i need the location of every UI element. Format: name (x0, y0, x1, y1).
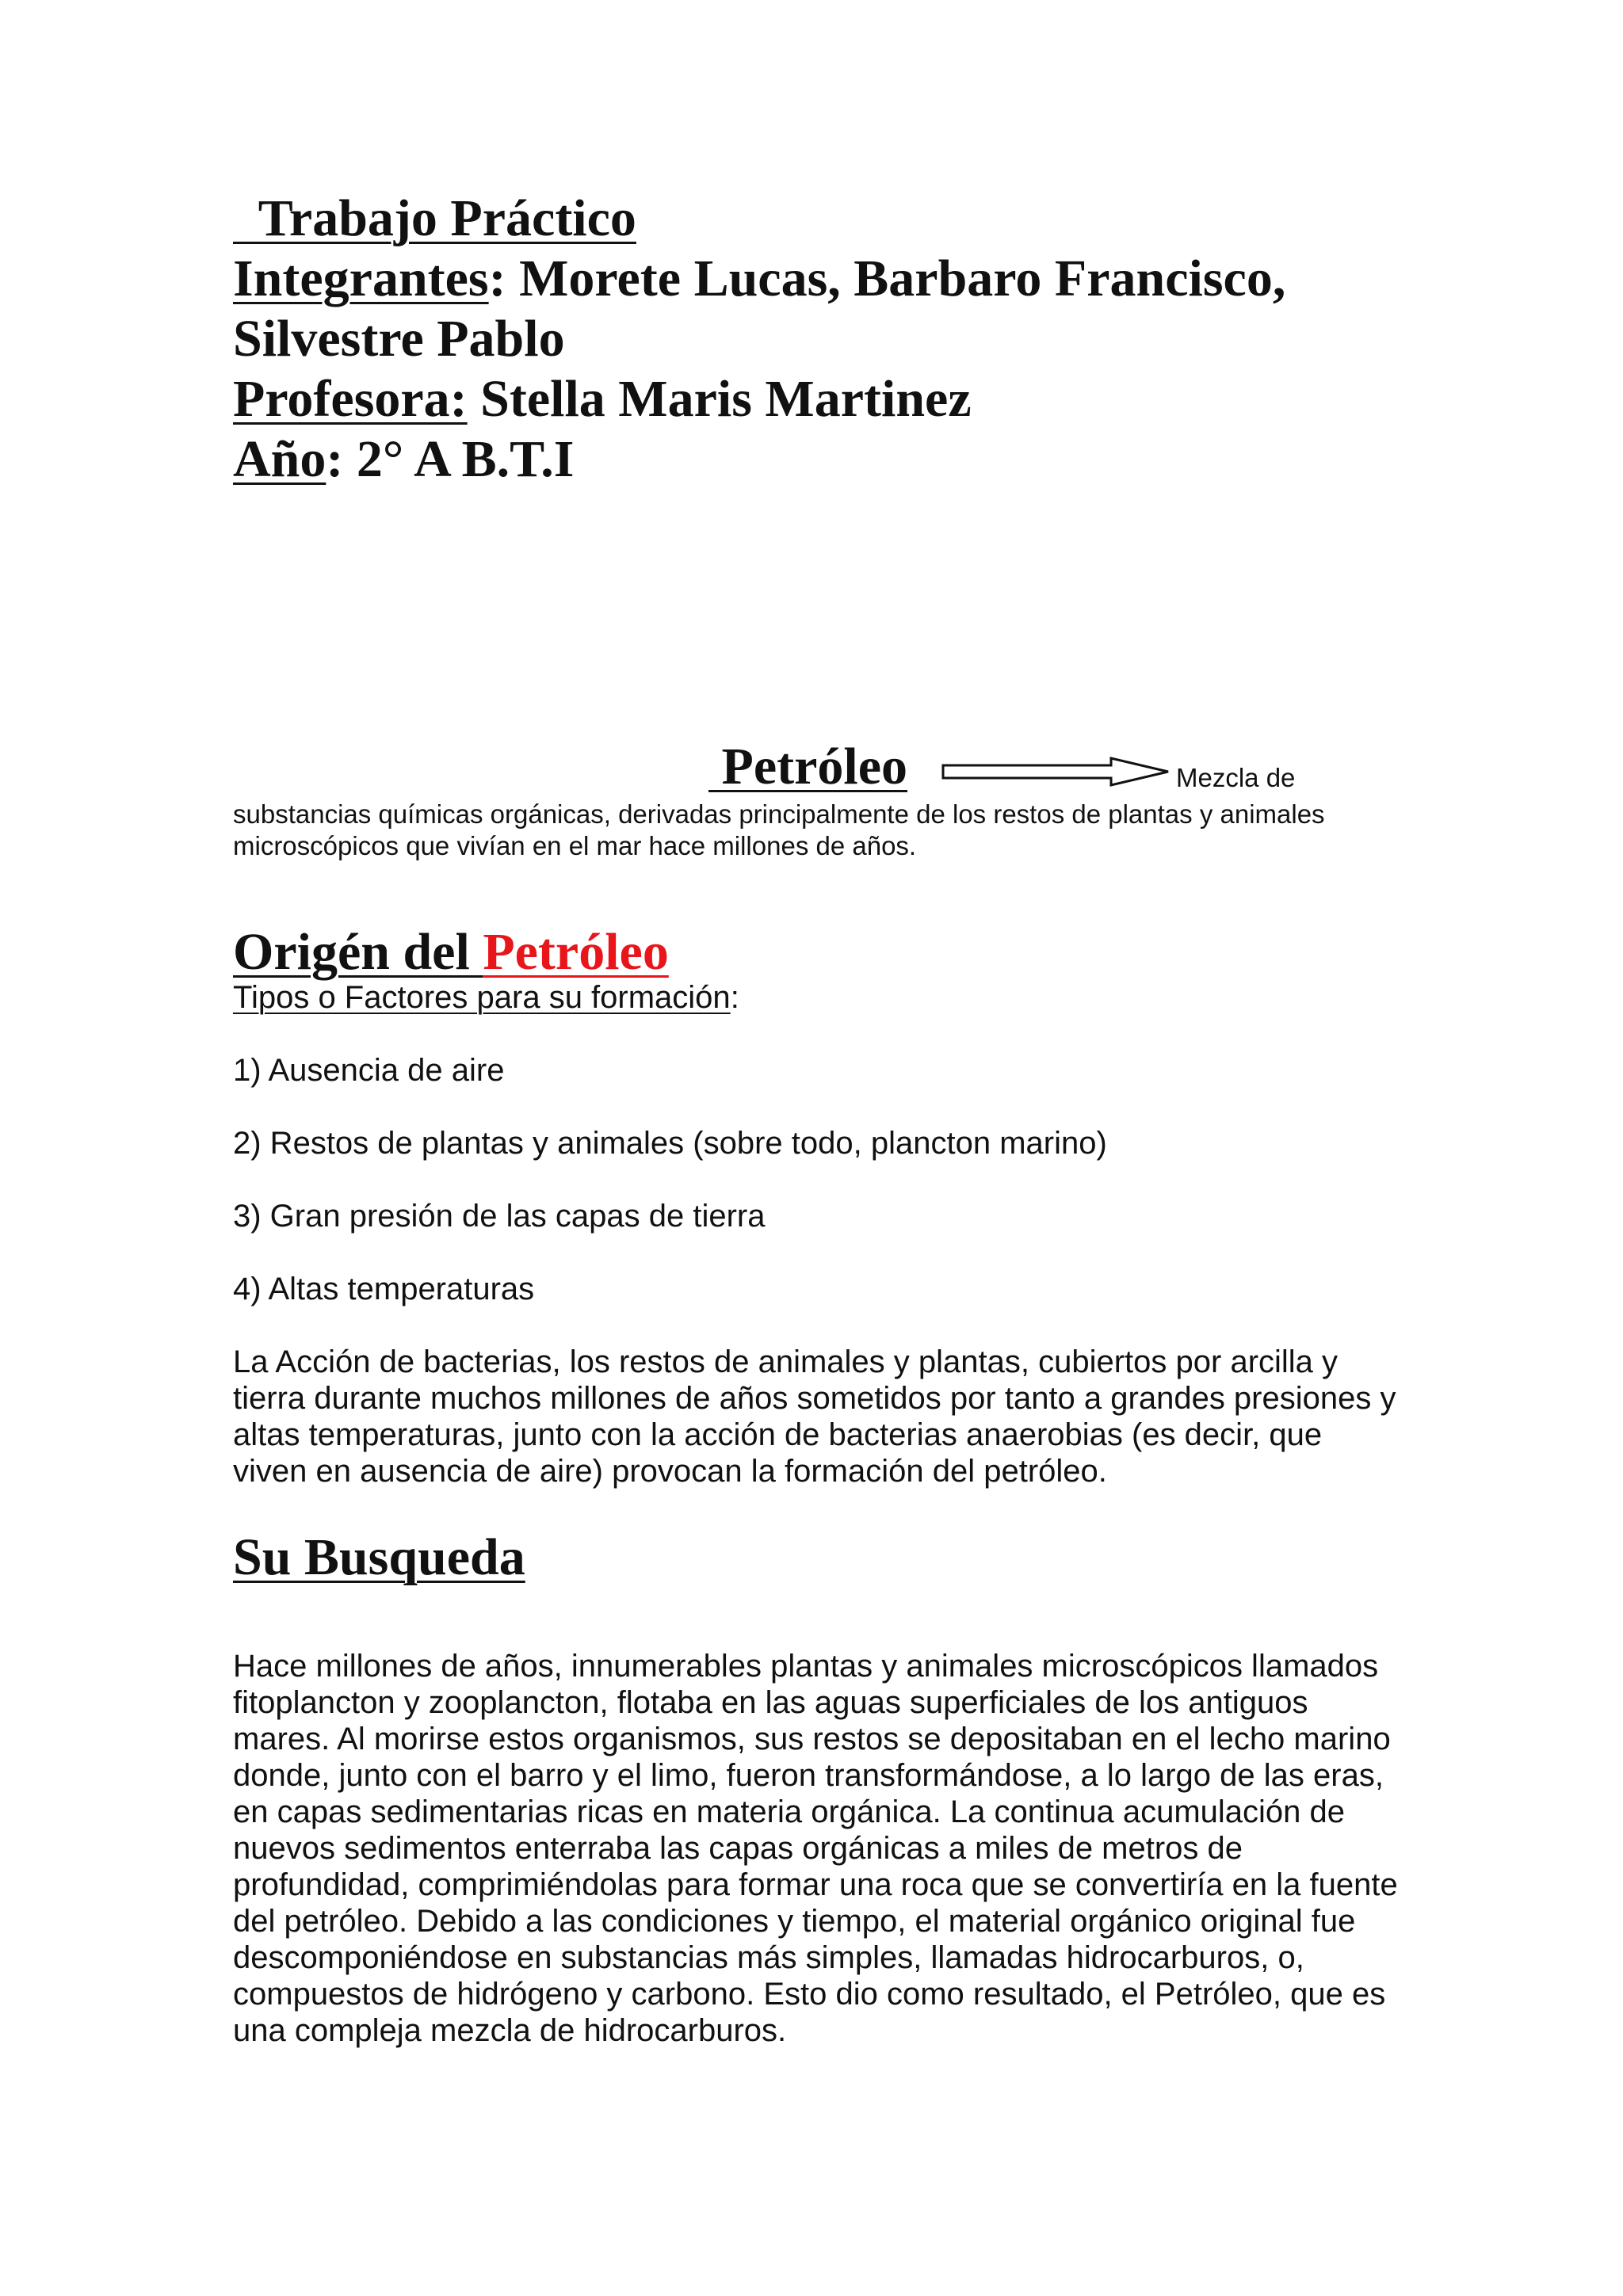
document-title: Trabajo Práctico (233, 189, 636, 247)
factors-subheading (233, 978, 739, 1017)
search-heading (233, 1527, 525, 1588)
origin-paragraph: La Acción de bacterias, los restos de animales y plantas, cubiertos por arcilla y tierra durante muchos millones de años sometidos por tanto a grandes presiones y altas temperaturas, junto con la acción de bacterias anaerobias (es decir, que viven en ausencia de aire) provocan la formación del petróleo. (233, 1344, 1396, 1489)
definition-text: substancias químicas orgánicas, derivadas principalmente de los restos de plantas y animales microscópicos que vivían en el mar hace millones de años. (233, 799, 1325, 860)
search-heading-text: Su Busqueda (233, 1528, 525, 1586)
integrantes-value: : Morete Lucas, Barbaro Francisco, (488, 250, 1286, 307)
definition-text-start: Mezcla de (1176, 763, 1296, 792)
integrantes-value-2: Silvestre Pablo (233, 310, 565, 368)
anio-label: Año (233, 430, 327, 488)
title-line (233, 189, 1580, 249)
origin-heading-part2: Petróleo (483, 923, 669, 981)
origin-heading-part1: Origén del (233, 923, 483, 981)
factors-subheading-suffix: : (730, 980, 739, 1015)
search-paragraph: Hace millones de años, innumerables plantas y animales microscópicos llamados fitoplancton y zooplancton, flotaba en las aguas superficiales de los antiguos mares. Al morirse estos organismos, sus restos se depositaban en el lecho marino donde, junto con el barro y el limo, fueron transformándose, a lo largo de las eras, en capas sedimentarias ricas en materia orgánica. La continua acumulación de nuevos sedimentos enterraba las capas orgánicas a miles de metros de profundidad, comprimiéndolas para formar una roca que se convertiría en la fuente del petróleo. Debido a las condiciones y tiempo, el material orgánico original fue descomponiéndose en substancias más simples, llamadas hidrocarburos, o, compuestos de hidrógeno y carbono. Esto dio como resultado, el Petróleo, que es una compleja mezcla de hidrocarburos. (233, 1649, 1398, 2048)
integrantes-line (233, 249, 1580, 309)
document-header (233, 189, 1580, 490)
origin-heading (233, 922, 669, 982)
profesora-label: Profesora: (233, 370, 468, 428)
definition-title-text: Petróleo (708, 738, 908, 795)
factors-subheading-text: Tipos o Factores para su formación (233, 980, 731, 1015)
profesora-line (233, 369, 1580, 429)
anio-line (233, 429, 1580, 490)
list-item: 2) Restos de plantas y animales (sobre todo, plancton marino) (233, 1126, 1107, 1161)
right-arrow-icon (941, 756, 1171, 788)
integrantes-line-2 (233, 309, 1580, 369)
list-item: 1) Ausencia de aire (233, 1053, 505, 1088)
anio-value: : 2° A B.T.I (326, 430, 575, 488)
list-item: 4) Altas temperaturas (233, 1272, 535, 1306)
definition-title (708, 737, 907, 797)
profesora-value: Stella Maris Martinez (467, 370, 972, 428)
integrantes-label: Integrantes (233, 250, 489, 307)
list-item: 3) Gran presión de las capas de tierra (233, 1199, 766, 1234)
